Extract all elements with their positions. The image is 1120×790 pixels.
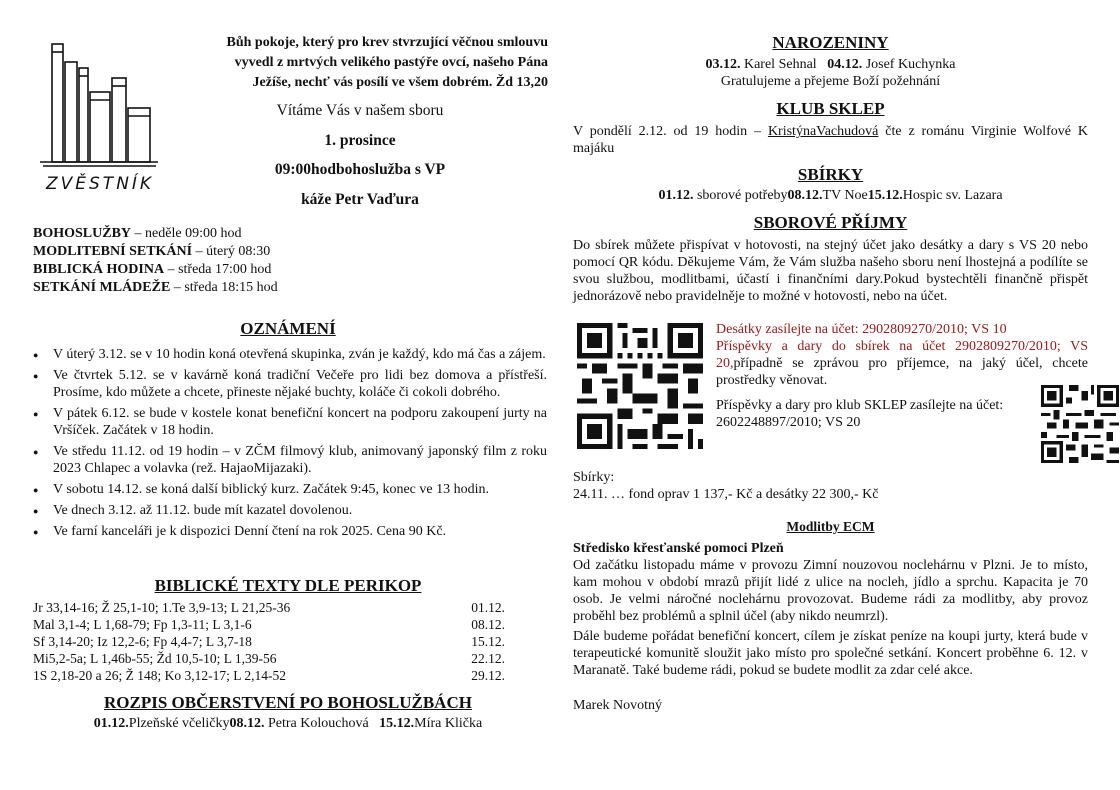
texts-table <box>33 599 505 684</box>
list-item: ● V úterý 3.12. se v 10 hodin koná otevřená skupinka, zván je každý, kdo má čas a zájem. <box>33 346 547 363</box>
bible-verse: Bůh pokoje, který pro krev stvrzující věčnou smlouvu vyvedl z mrtvých velikého pastýře ovcí, našeho Pána Ježíše, nechť vás posílí ve všem dobrém. Žd 13,20 <box>226 35 548 90</box>
prayers-text: Od začátku listopadu máme v provozu Zimní nouzovou noclehárnu v Plzni. Je to místo, kam mohou v období mrazů přijít lidé z ulice na nocleh, jídlo a sprchu. Kapacita je 70 osob. Je velmi náročné noclehárnu provozovat. Budeme rádi za modlitby, aby provoz proběhl bez problémů a splnil účel (aby nikdo neumrzl). Dále budeme pořádat benefiční koncert, cílem je získat peníze na koupi jurty, která bude v terapeutické komunitě sloužit jako místo pro společné setkání. Koncert proběhne 6. 12. v Maranatě. Také budeme rádi, pokud se budete modlit za zdar celé akce. <box>573 558 1088 678</box>
qr-code-small <box>1041 385 1119 463</box>
refreshments-line: 01.12.Plzeňské včeličky08.12. Petra Kolouchová 15.12.Míra Klička <box>93 716 483 731</box>
income-text: Do sbírek můžete přispívat v hotovosti, na stejný účet jako desátky a dary s VS 20 nebo pomocí QR kódu. Děkujeme Vám, že Vám služba našeho sboru není lhostejná a podílíte se svou službou, modlitbami, účastí i finančními dary.Pokud bystechtěli finančně přispět jednorázově nebo pravidelněje to možné v hotovosti, nebo na účet. <box>573 238 1088 304</box>
income-title: SBOROVÉ PŘÍJMY <box>753 213 908 232</box>
table-row: Mi5,2-5a; L 1,46b-55; Žd 10,5-10; L 1,39-56 22.12. <box>33 651 505 666</box>
logo-text: ZVĚSTNÍK <box>46 174 155 194</box>
birthdays: 03.12. Karel Sehnal 04.12. Josef Kuchynka Gratulujeme a přejeme Boží požehnání <box>705 57 956 89</box>
service-schedule <box>33 225 278 297</box>
service-date: 1. prosince <box>324 131 396 149</box>
table-row: Jr 33,14-16; Ž 25,1-10; 1.Te 3,9-13; L 21,25-36 01.12. <box>33 600 505 615</box>
club-title: KLUB SKLEP <box>776 99 885 118</box>
qr-code-icon <box>1041 385 1119 463</box>
table-row: 1S 2,18-20 a 26; Ž 148; Ko 3,12-17; L 2,14-52 29.12. <box>33 668 505 683</box>
schedule-row: MODLITEBNÍ SETKÁNÍ – úterý 08:30 <box>33 244 271 259</box>
account-info: Desátky zasílejte na účet: 2902809270/2010; VS 10 Příspěvky a dary do sbírek na účet 2902809270/2010; VS 20,případně se zprávou pro příjemce, na jaký účel, chcete prostředky věnovat. <box>716 322 1088 388</box>
collections-line: 01.12. sborové potřeby08.12.TV Noe15.12.Hospic sv. Lazara <box>658 188 1003 203</box>
prayers-subtitle: Středisko křesťanské pomoci Plzeň <box>573 541 784 556</box>
birthdays-title: NAROZENINY <box>772 33 889 52</box>
collections-title: SBÍRKY <box>797 165 864 184</box>
club-account: Příspěvky a dary pro klub SKLEP zasílejte na účet: 2602248897/2010; VS 20 <box>716 398 1004 430</box>
schedule-row: BIBLICKÁ HODINA – středa 17:00 hod <box>33 262 272 277</box>
tithes-account: Desátky zasílejte na účet: 2902809270/2010; VS 10 <box>716 322 1007 337</box>
schedule-row: BOHOSLUŽBY – neděle 09:00 hod <box>33 226 242 241</box>
prayers-title: Modlitby ECM <box>786 519 875 534</box>
announcements-list <box>33 346 547 544</box>
list-item: ● V pátek 6.12. se bude v kostele konat benefiční koncert na podporu zakoupení jurty na Vršíček. Začátek v 18 hodin. <box>33 405 547 439</box>
table-row: Mal 3,1-4; L 1,68-79; Fp 1,3-11; L 3,1-6 08.12. <box>33 617 505 632</box>
prayers-author: Marek Novotný <box>573 698 663 713</box>
church-logo <box>38 38 163 208</box>
collection-sums: Sbírky: 24.11. … fond oprav 1 137,- Kč a desátky 22 300,- Kč <box>573 470 879 502</box>
qr-code-icon <box>577 323 703 449</box>
service-time: 09:00hodbohoslužba s VP <box>274 161 446 178</box>
list-item: ● Ve středu 11.12. od 19 hodin – v ZČM filmový klub, animovaný japonský film z roku 2023 Chlapec a volavka (rež. HajaoMijazaki). <box>33 443 547 477</box>
welcome-block <box>230 96 490 214</box>
welcome-greeting: Vítáme Vás v našem sboru <box>276 102 444 119</box>
list-item: ● V sobotu 14.12. se koná další biblický kurz. Začátek 9:45, konec ve 13 hodin. <box>33 481 547 498</box>
table-row: Sf 3,14-20; Iz 12,2-6; Fp 4,4-7; L 3,7-18 15.12. <box>33 634 505 649</box>
club-text: V pondělí 2.12. od 19 hodin – KristýnaVachudová čte z románu Virginie Wolfové K majáku <box>573 124 1088 156</box>
preacher: káže Petr Vaďura <box>301 190 419 208</box>
texts-title: BIBLICKÉ TEXTY DLE PERIKOP <box>154 576 422 595</box>
list-item: ● Ve dnech 3.12. až 11.12. bude mít kazatel dovolenou. <box>33 502 547 519</box>
qr-code-large <box>577 323 703 449</box>
refreshments-title: ROZPIS OBČERSTVENÍ PO BOHOSLUŽBÁCH <box>104 693 472 712</box>
schedule-row: SETKÁNÍ MLÁDEŽE – středa 18:15 hod <box>33 280 278 295</box>
list-item: ● Ve čtvrtek 5.12. se v kavárně koná tradiční Večeře pro lidi bez domova a přístřeší. Prosíme, kdo můžete a chcete, přineste nějaké buchty, koláče či cokoli dobrého. <box>33 367 547 401</box>
announcements-title: OZNÁMENÍ <box>240 319 336 338</box>
list-item: ● Ve farní kanceláři je k dispozici Denní čtení na rok 2025. Cena 90 Kč. <box>33 523 547 540</box>
